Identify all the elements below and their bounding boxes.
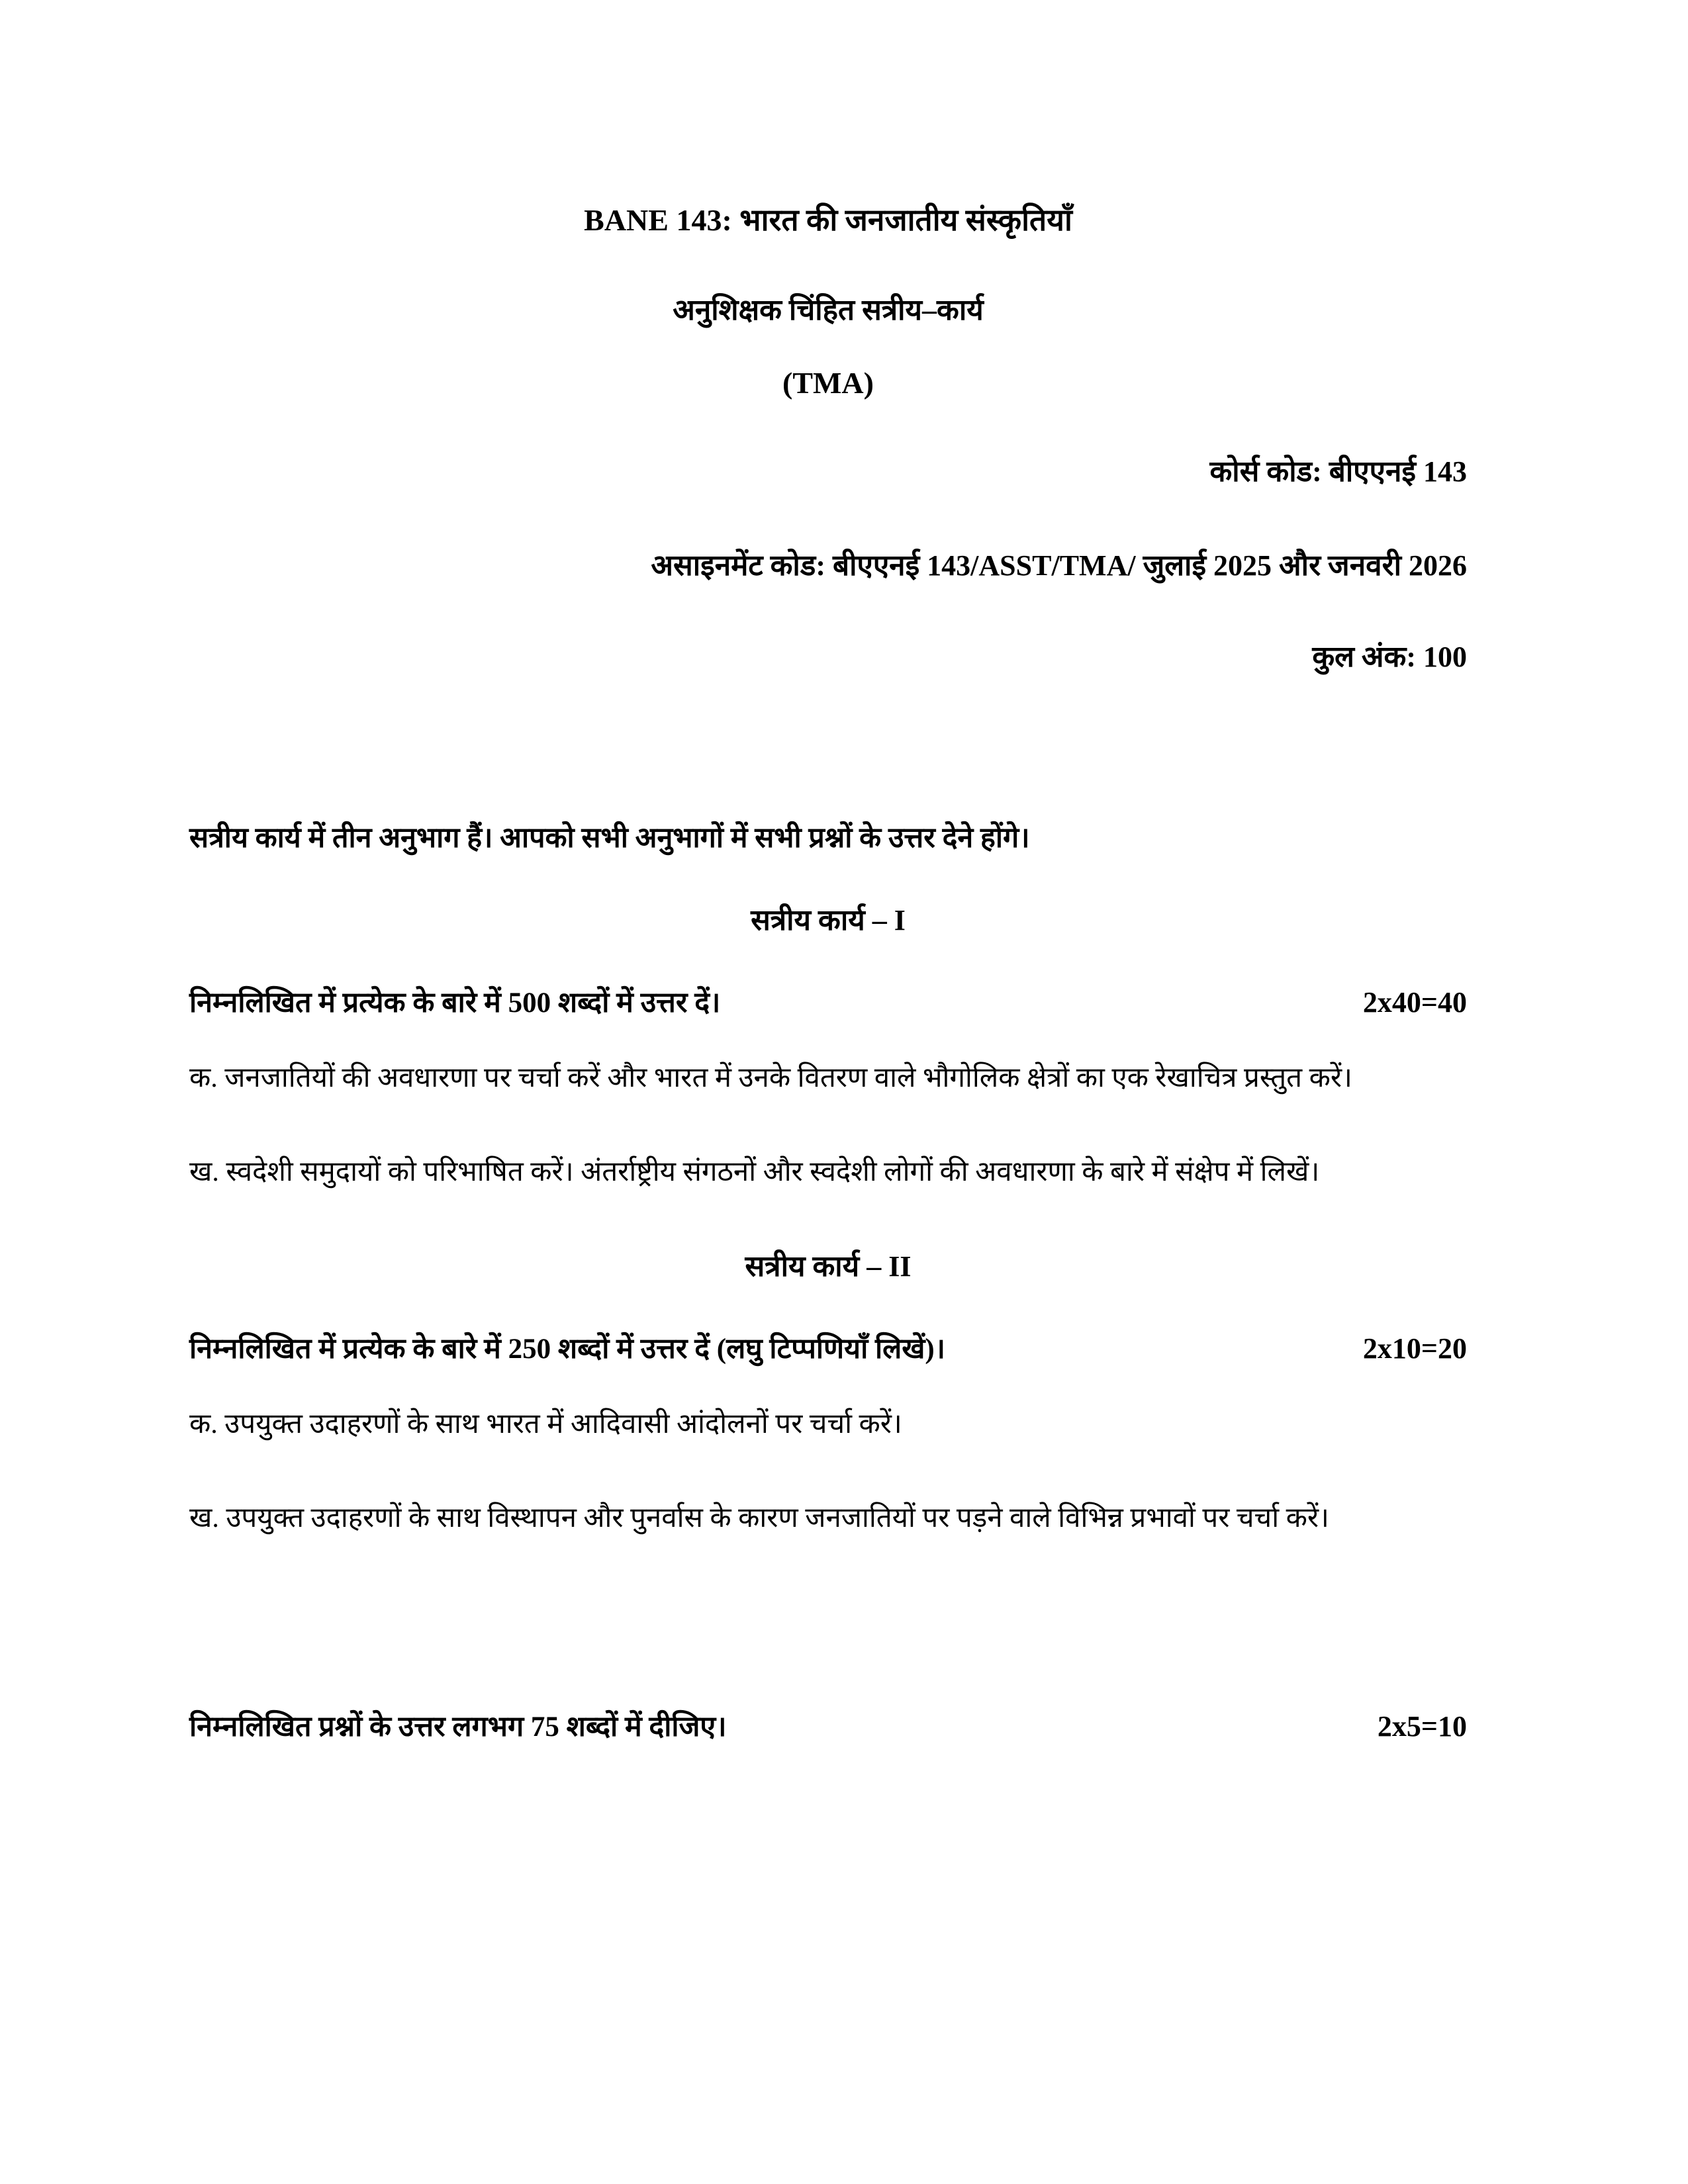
section-2-direction: निम्नलिखित में प्रत्येक के बारे में 250 शब्दों में उत्तर दें (लघु टिप्पणियाँ लिखें)। xyxy=(189,1334,946,1365)
assignment-type-abbreviation: (TMA) xyxy=(782,366,874,400)
section-1-direction-row xyxy=(189,982,1467,1024)
section-1-question-a: क. जनजातियों की अवधारणा पर चर्चा करें और भारत में उनके वितरण वाले भौगोलिक क्षेत्रों का एक रेखाचित्र प्रस्तुत करें। xyxy=(189,1063,1352,1093)
section-2-heading: सत्रीय कार्य – II xyxy=(745,1250,912,1283)
section-3-direction-row xyxy=(189,1706,1467,1748)
section-2-question-a: क. उपयुक्त उदाहरणों के साथ भारत में आदिवासी आंदोलनों पर चर्चा करें। xyxy=(189,1409,902,1439)
course-code-line: कोर्स कोड: बीएएनई 143 xyxy=(1209,455,1467,488)
section-2-marks: 2x10=20 xyxy=(1362,1332,1467,1365)
general-instruction: सत्रीय कार्य में तीन अनुभाग हैं। आपको सभी अनुभागों में सभी प्रश्नों के उत्तर देने होंगे। xyxy=(189,823,1030,854)
section-2-question-b: ख. उपयुक्त उदाहरणों के साथ विस्थापन और पुनर्वास के कारण जनजातियों पर पड़ने वाले विभिन्न प्रभावों पर चर्चा करें। xyxy=(189,1503,1329,1533)
section-1-direction: निम्नलिखित में प्रत्येक के बारे में 500 शब्दों में उत्तर दें। xyxy=(189,987,721,1019)
assignment-code-line: असाइनमेंट कोड: बीएएनई 143/ASST/TMA/ जुलाई 2025 और जनवरी 2026 xyxy=(651,549,1467,582)
section-2-direction-row xyxy=(189,1328,1467,1370)
assignment-type-line: अनुशिक्षक चिंहित सत्रीय–कार्य xyxy=(673,294,984,326)
section-1-marks: 2x40=40 xyxy=(1362,986,1467,1019)
blank-gap xyxy=(189,1579,1467,1665)
section-1-heading: सत्रीय कार्य – I xyxy=(751,904,906,936)
section-3-marks: 2x5=10 xyxy=(1377,1710,1467,1743)
total-marks-line: कुल अंक: 100 xyxy=(1312,641,1467,673)
section-1-question-b: ख. स्वदेशी समुदायों को परिभाषित करें। अंतर्राष्ट्रीय संगठनों और स्वदेशी लोगों की अवधारणा के बारे में संक्षेप में लिखें। xyxy=(189,1157,1320,1187)
section-3-direction: निम्नलिखित प्रश्नों के उत्तर लगभग 75 शब्दों में दीजिए। xyxy=(189,1711,727,1743)
course-title: BANE 143: भारत की जनजातीय संस्कृतियाँ xyxy=(584,203,1072,237)
